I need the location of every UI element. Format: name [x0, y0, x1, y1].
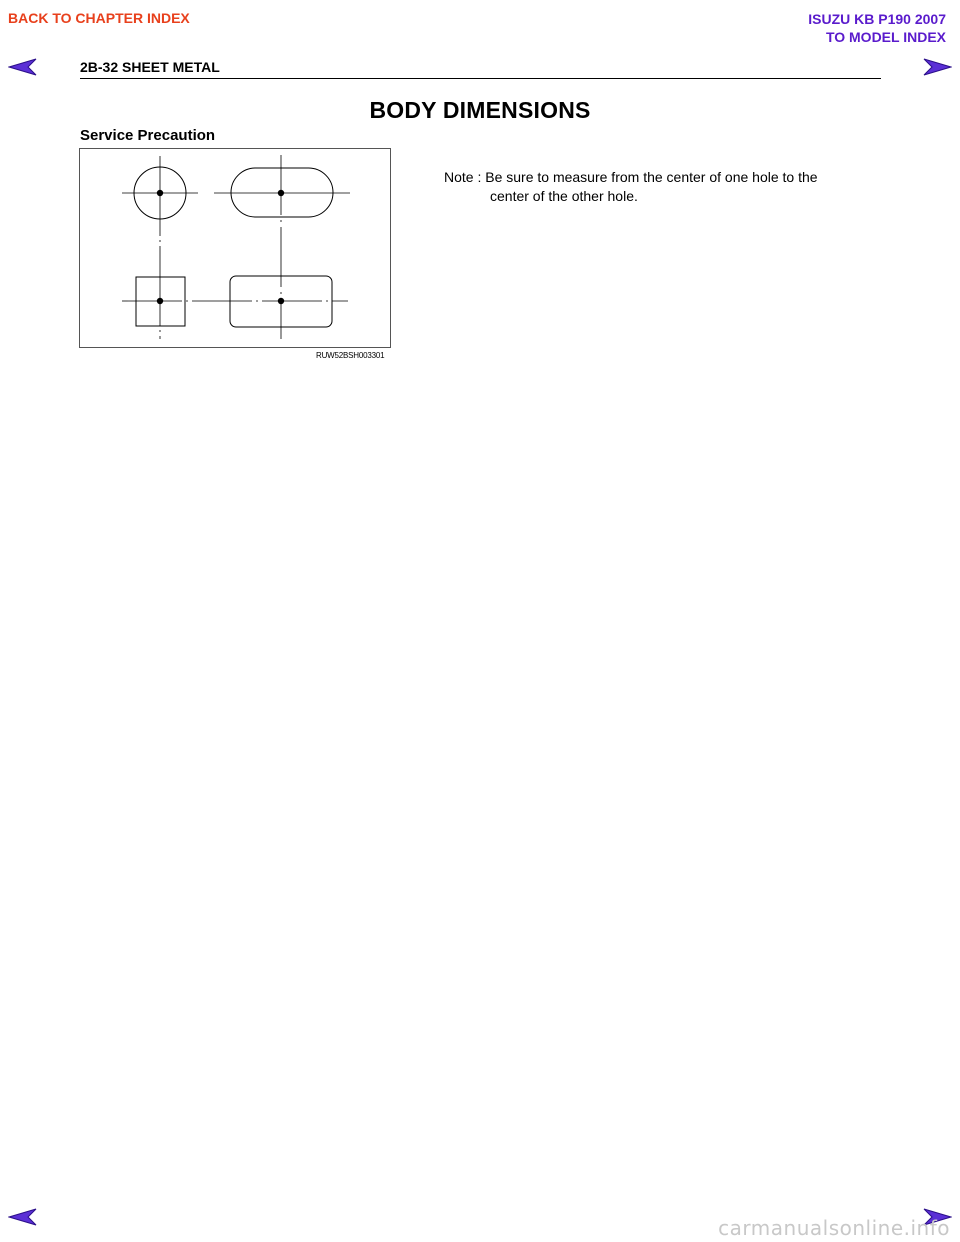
- left-arrow-icon: [8, 58, 38, 76]
- center-point: [278, 190, 284, 196]
- back-to-chapter-index-link[interactable]: BACK TO CHAPTER INDEX: [8, 10, 190, 26]
- model-name: ISUZU KB P190 2007: [808, 11, 946, 27]
- hole-center-diagram: [80, 149, 390, 347]
- section-heading: Service Precaution: [80, 127, 216, 144]
- hole-measurement-figure: [79, 148, 391, 348]
- center-point: [157, 190, 163, 196]
- right-arrow-icon: [922, 58, 952, 76]
- note-text: [444, 168, 884, 206]
- figure-code: RUW52BSH003301: [316, 351, 385, 360]
- to-model-index-link[interactable]: [808, 10, 946, 46]
- prev-page-bottom-button[interactable]: [8, 1208, 38, 1226]
- prev-page-top-button[interactable]: [8, 58, 38, 76]
- watermark: carmanualsonline.info: [718, 1216, 950, 1240]
- center-point: [278, 298, 284, 304]
- page-title: BODY DIMENSIONS: [369, 97, 591, 123]
- page-header: 2B-32 SHEET METAL: [80, 59, 881, 79]
- note-line-1: Note : Be sure to measure from the center of one hole to the: [444, 169, 818, 185]
- next-page-top-button[interactable]: [922, 58, 952, 76]
- left-arrow-icon: [8, 1208, 38, 1226]
- note-line-2: center of the other hole.: [490, 188, 638, 204]
- model-index-label: TO MODEL INDEX: [825, 29, 946, 45]
- center-point: [157, 298, 163, 304]
